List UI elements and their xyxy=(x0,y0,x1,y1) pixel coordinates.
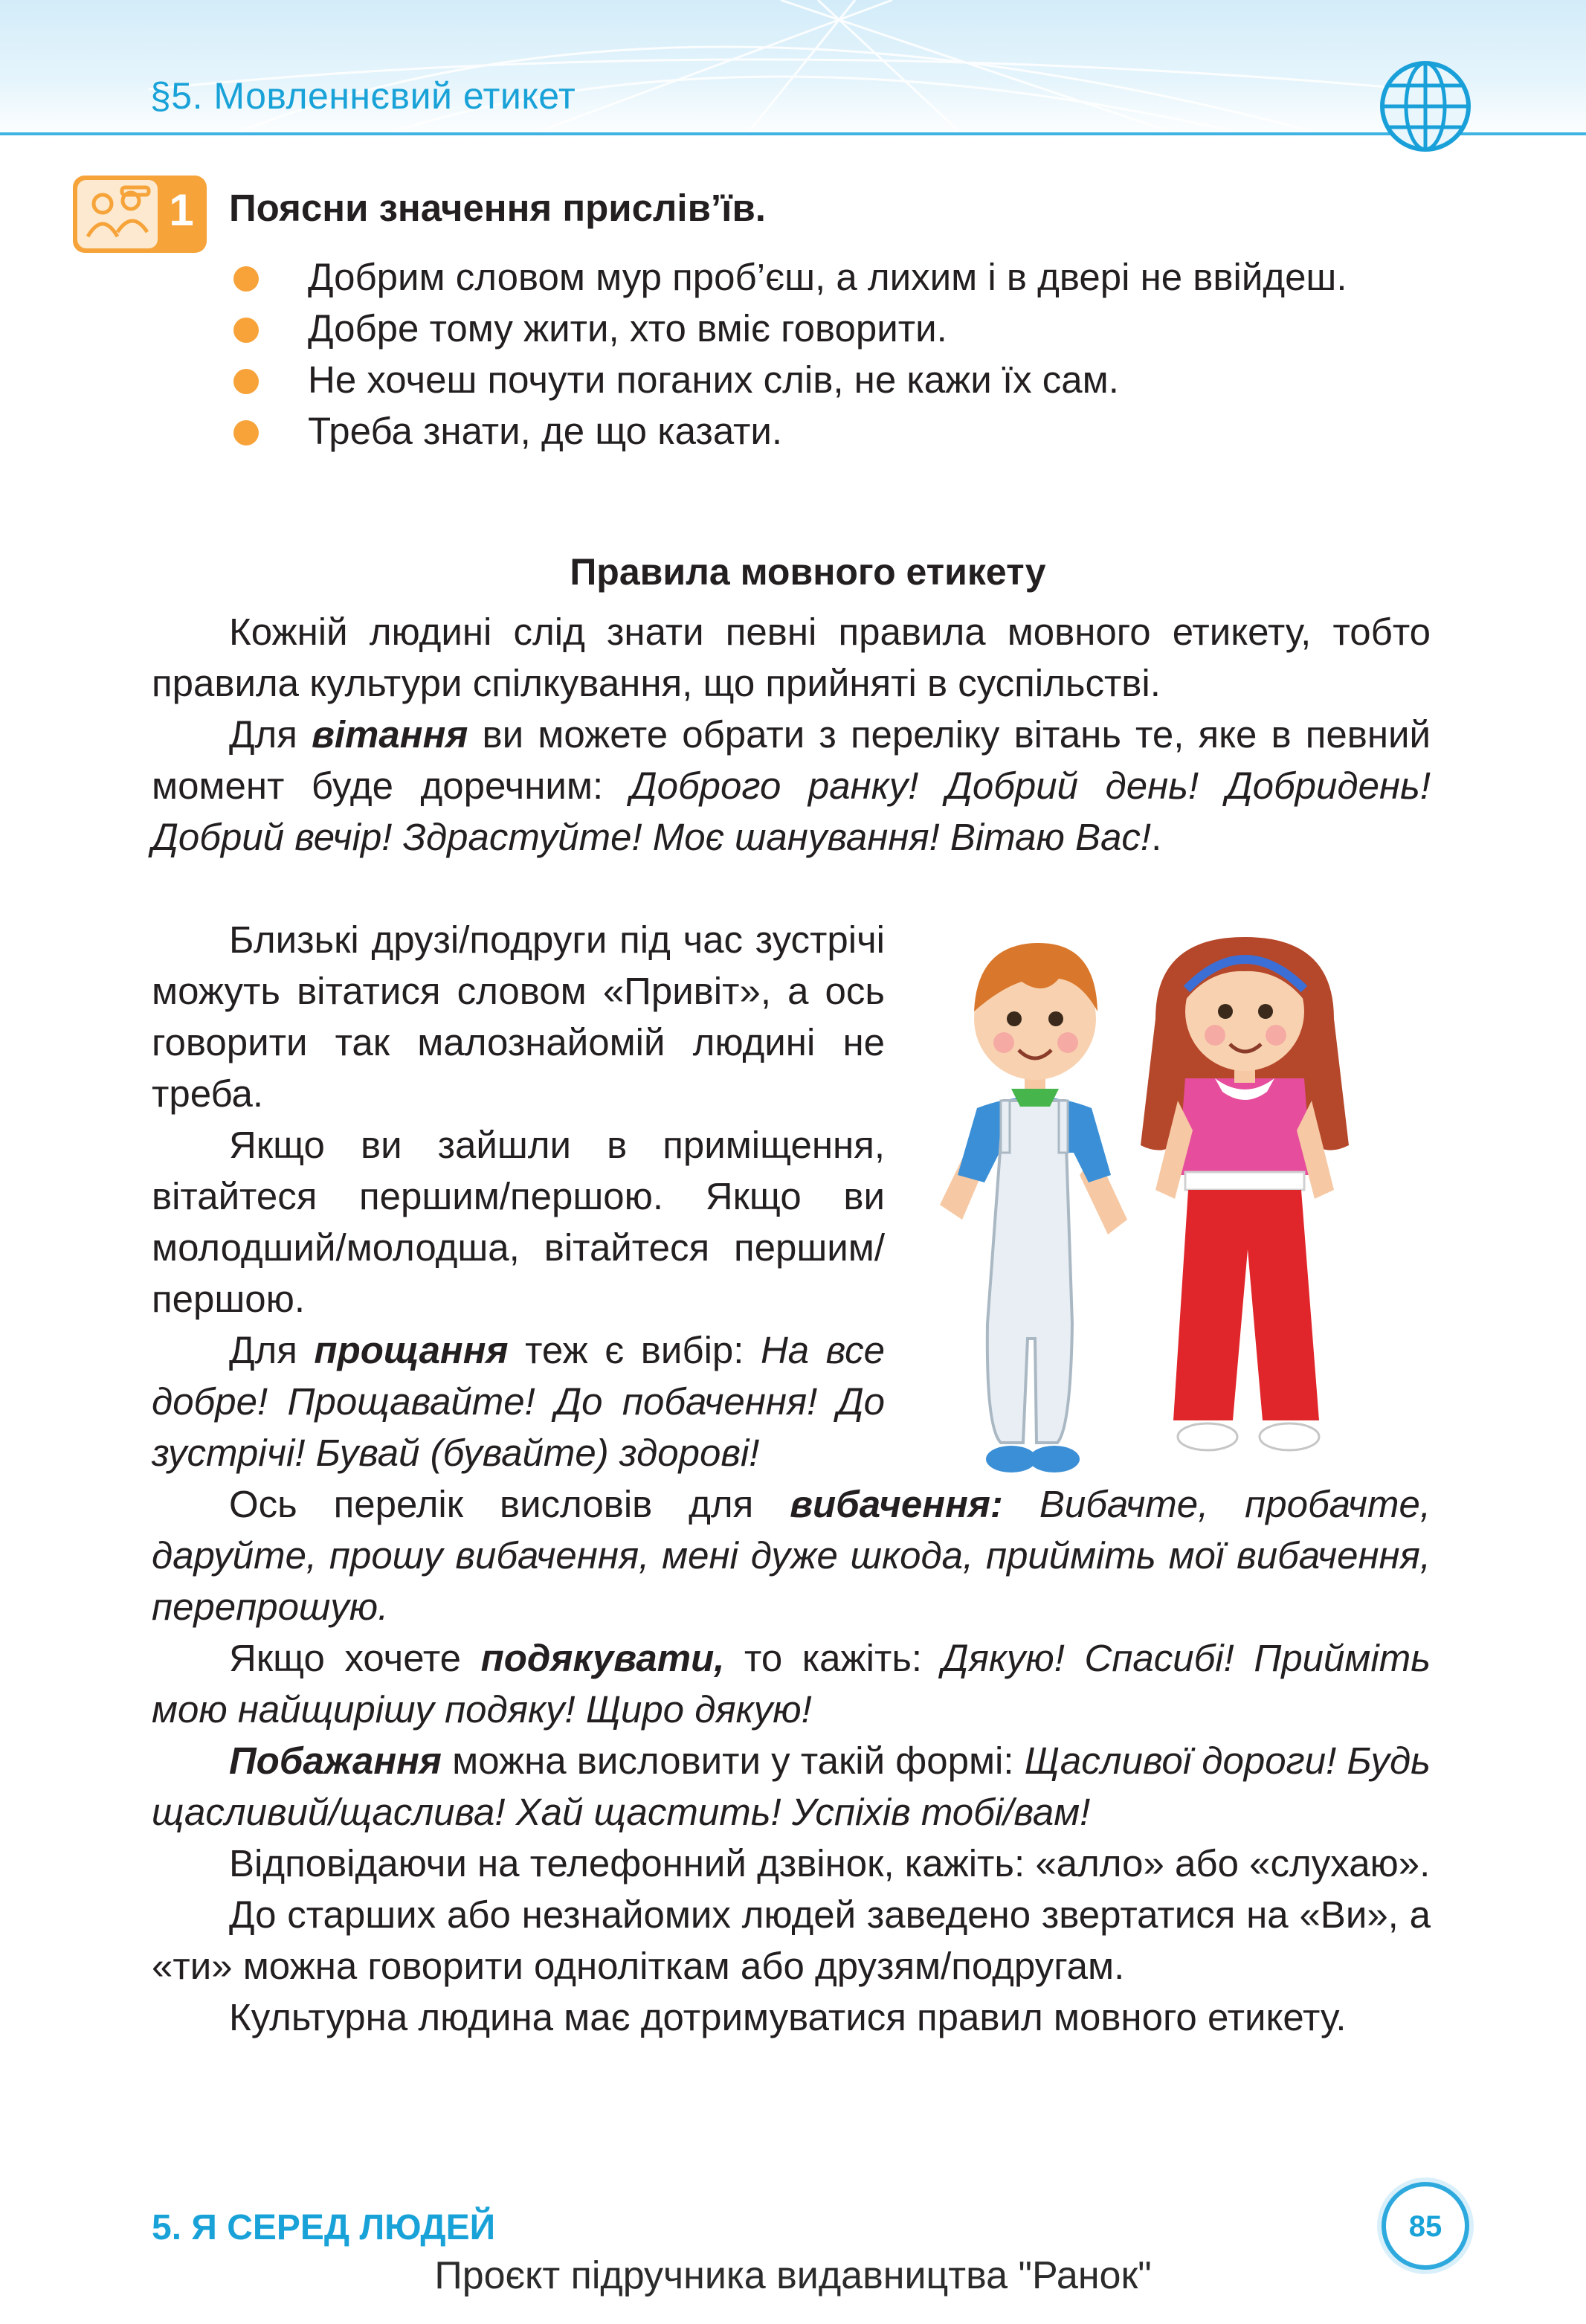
publisher-credit: Проєкт підручника видавництва "Ранок" xyxy=(434,2254,1152,2297)
paragraph: Відповідаючи на телефонний дзвінок, кажіть: «алло» або «слухаю». xyxy=(229,1842,1431,1884)
header-decoration xyxy=(0,0,1586,138)
apology-examples: Вибачте, пробачте, даруйте, прошу вибачення, мені дуже шкода, прийміть мої вибачення, перепрошую. xyxy=(152,1483,1431,1628)
paragraph: До старших або незнайомих людей заведено звертатися на «Ви», а «ти» можна говорити одноліткам або друзям/подругам. xyxy=(152,1893,1431,1987)
paragraph: Культурна людина має дотримуватися правил мовного етикету. xyxy=(229,1996,1347,2038)
thanks-examples: Дякую! Спасибі! Прийміть мою найщирішу подяку! Щиро дякую! xyxy=(152,1637,1431,1731)
pair-work-icon xyxy=(77,180,158,248)
list-item xyxy=(233,303,1431,354)
text-span: Для xyxy=(229,713,312,756)
bullet-icon xyxy=(233,369,259,394)
bullet-icon xyxy=(233,420,259,445)
bullet-icon xyxy=(233,318,259,343)
keyword-wishes: Побажання xyxy=(229,1739,442,1782)
paragraph: Якщо ви зайшли в приміщення, вітайтеся першим/першою. Якщо ви молодший/молодша, вітайтеся першим/першою. xyxy=(152,1124,885,1320)
text-span: можна висловити у такій формі: xyxy=(441,1739,1025,1782)
bullet-icon xyxy=(233,266,259,292)
task-number: 1 xyxy=(169,185,194,235)
text-span: теж є вибір: xyxy=(508,1329,761,1371)
text-span: Якщо хочете xyxy=(229,1637,481,1679)
proverb-text: Добрим словом мур проб’єш, а лихим і в двері не ввійдеш. xyxy=(308,256,1347,298)
text-block-narrow xyxy=(152,914,885,1478)
list-item xyxy=(233,251,1431,303)
boy-figure xyxy=(940,943,1127,1472)
paragraph xyxy=(152,1735,1431,1838)
unit-title: 5. Я СЕРЕД ЛЮДЕЙ xyxy=(152,2208,496,2247)
list-item xyxy=(233,405,1431,457)
list-item xyxy=(233,354,1431,405)
keyword-farewell: прощання xyxy=(314,1329,509,1371)
text-block-top xyxy=(152,606,1431,863)
proverb-text: Добре тому жити, хто вміє говорити. xyxy=(308,307,947,350)
text-span: ви можете обрати з переліку вітань те, яке в певний момент буде доречним: xyxy=(152,713,1431,807)
text-block-bottom xyxy=(152,1478,1431,2043)
text-span: то кажіть: xyxy=(724,1637,942,1679)
paragraph: Близькі друзі/подруги під час зустрічі можуть вітатися словом «Привіт», а ось говорити так малознайомій людині не треба. xyxy=(152,918,885,1115)
keyword-apology: вибачення: xyxy=(790,1483,1003,1525)
paragraph xyxy=(152,1324,885,1478)
proverb-text: Треба знати, де що казати. xyxy=(308,410,783,452)
text-span: Для xyxy=(229,1329,315,1371)
chapter-title: §5. Мовленнєвий етикет xyxy=(150,75,576,117)
farewell-examples: На все добре! Прощавайте! До побачення! До зустрічі! Бувай (бувайте) здорові! xyxy=(152,1329,885,1474)
paragraph xyxy=(152,1632,1431,1735)
children-illustration xyxy=(932,907,1423,1510)
text-span: Ось перелік висловів для xyxy=(229,1483,790,1525)
text-span: . xyxy=(1151,816,1162,858)
task-badge xyxy=(73,176,207,253)
keyword-thanks: подякувати, xyxy=(480,1637,725,1679)
proverb-text: Не хочеш почути поганих слів, не кажи їх сам. xyxy=(308,358,1119,401)
task-title: Поясни значення прислів’їв. xyxy=(229,187,766,229)
proverb-list xyxy=(233,251,1431,457)
paragraph xyxy=(152,709,1431,863)
girl-figure xyxy=(1141,937,1349,1450)
keyword-greeting: вітання xyxy=(312,713,468,756)
page-header xyxy=(0,0,1586,138)
paragraph: Кожній людині слід знати певні правила мовного етикету, тобто правила культури спілкування, що прийняті в суспільстві. xyxy=(152,611,1431,704)
page-number: 85 xyxy=(1408,2210,1442,2243)
greetings-examples: Доброго ранку! Добрий день! Добридень! Добрий вечір! Здрастуйте! Моє шанування! Вітаю Вас! xyxy=(152,765,1431,858)
globe-icon xyxy=(1377,58,1474,155)
header-rule xyxy=(0,132,1586,135)
wishes-examples: Щасливої дороги! Будь щасливий/щаслива! Хай щастить! Успіхів тобі/вам! xyxy=(152,1739,1431,1833)
section-heading: Правила мовного етикету xyxy=(570,551,1046,593)
